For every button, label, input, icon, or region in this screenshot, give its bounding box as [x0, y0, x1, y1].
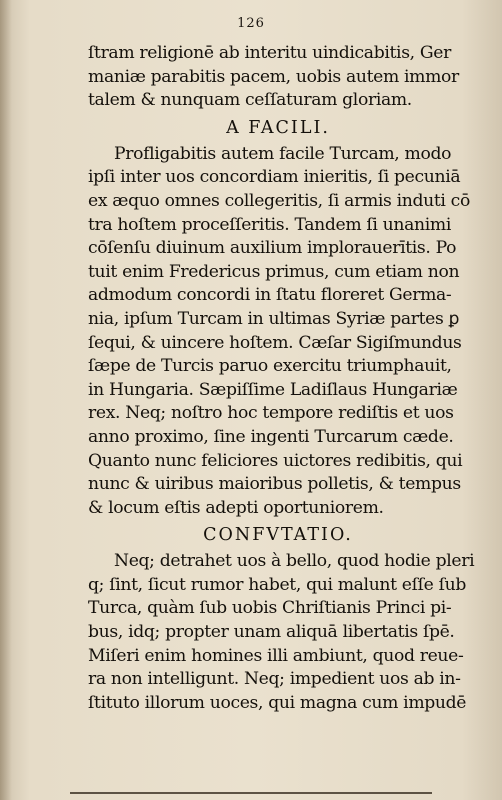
- text-line: q; ſint, ſicut rumor habet, qui malunt eſſe ſub: [88, 574, 466, 595]
- text-line: maniæ parabitis pacem, uobis autem immor: [88, 66, 459, 87]
- page-number: 126: [237, 16, 265, 31]
- text-line: Turca, quàm ſub uobis Chriſtianis Princi pi-: [88, 598, 452, 619]
- text-line: tuit enim Fredericus primus, cum etiam non: [88, 261, 460, 282]
- text-line: Quanto nunc feliciores uictores redibitis, qui: [88, 450, 463, 471]
- text-line: talem & nunquam ceſſaturam gloriam.: [88, 90, 412, 111]
- text-line: tra hoſtem proceſſeritis. Tandem ſi unanimi: [88, 214, 451, 235]
- text-line: ſæpe de Turcis paruo exercitu triumphauit,: [88, 356, 452, 377]
- text-line: ſtram religionē ab interitu uindicabitis, Ger: [88, 43, 451, 63]
- text-line: nia, ipſum Turcam in ultimas Syriæ partes ꝑ: [88, 308, 460, 329]
- text-line: ſequi, & uincere hoſtem. Cæſar Sigiſmundus: [88, 332, 462, 353]
- text-line: admodum concordi in ſtatu floreret Germa-: [88, 285, 452, 306]
- text-line: rex. Neq; noſtro hoc tempore rediſtis et uos: [88, 403, 454, 424]
- page-bottom-edge: [70, 792, 432, 794]
- section-heading-a-facili: A FACILI.: [226, 117, 330, 138]
- text-line: anno proximo, ſine ingenti Turcarum cæde.: [88, 426, 454, 447]
- text-line: Neq; detrahet uos à bello, quod hodie pleri: [114, 551, 475, 572]
- text-line: Profligabitis autem facile Turcam, modo: [114, 143, 452, 164]
- page-text: [88, 42, 480, 715]
- text-line: nunc & uiribus maioribus polletis, & tempus: [88, 474, 461, 495]
- text-line: cōſenſu diuinum auxilium implorauerītis. Po: [88, 238, 457, 259]
- text-line: & locum eſtis adepti oportuniorem.: [88, 497, 384, 518]
- text-line: ſtituto illorum uoces, qui magna cum impudē: [88, 692, 467, 713]
- text-line: ra non intelligunt. Neq; impedient uos ab in-: [88, 669, 461, 690]
- text-line: in Hungaria. Sæpiſſime Ladiſlaus Hungariæ: [88, 379, 458, 400]
- section-heading-confutatio: CONFVTATIO.: [203, 525, 353, 546]
- text-line: ex æquo omnes collegeritis, ſi armis induti cō: [88, 190, 470, 211]
- text-line: Miſeri enim homines illi ambiunt, quod reue-: [88, 645, 464, 666]
- text-line: ipſi inter uos concordiam inieritis, ſi pecuniā: [88, 167, 461, 188]
- text-line: bus, idq; propter unam aliquā libertatis ſpē.: [88, 622, 455, 643]
- spine-shadow: [0, 0, 12, 800]
